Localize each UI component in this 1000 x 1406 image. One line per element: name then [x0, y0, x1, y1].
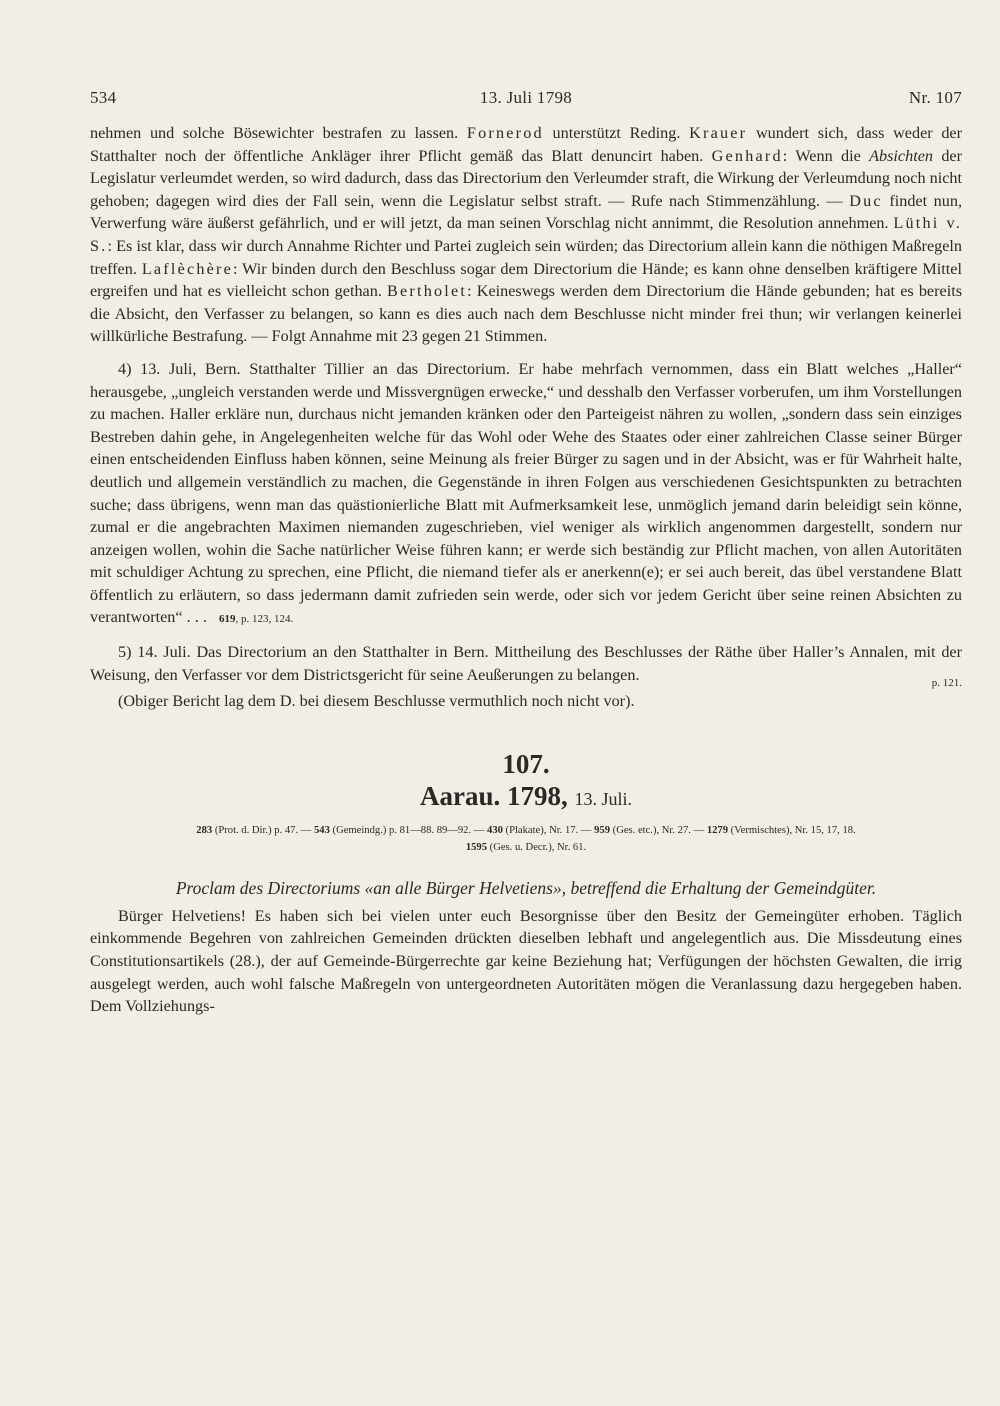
speaker-name: Fornerod — [466, 124, 544, 142]
source-number: 430 — [487, 824, 503, 836]
text-run: nehmen und solche Bösewichter bestrafen zu lassen. — [90, 124, 467, 142]
speaker-name: Genhard — [711, 146, 783, 165]
section-place-year: Aarau. 1798, — [419, 780, 568, 811]
section-heading — [90, 779, 962, 816]
source-line-1 — [90, 822, 962, 839]
emphasis-text: Absichten — [869, 146, 933, 165]
header-date: 13. Juli 1798 — [479, 88, 573, 107]
speaker-name: Laflèchère — [141, 259, 234, 278]
paragraph-note — [90, 690, 962, 713]
note-text: (Obiger Bericht lag dem D. bei diesem Beschlusse vermuthlich noch nicht vor). — [118, 692, 635, 711]
source-pages: , p. 123, 124. — [235, 613, 294, 626]
source-detail: (Prot. d. Dir.) p. 47. — — [212, 824, 314, 836]
source-number: 1595 — [465, 841, 488, 853]
document-page — [90, 88, 962, 1018]
source-number: 283 — [196, 824, 213, 836]
source-list — [90, 822, 962, 856]
text-run: unterstützt Reding. — [543, 124, 690, 142]
source-detail: (Vermischtes), Nr. 15, 17, 18. — [728, 824, 856, 836]
running-header — [90, 88, 962, 108]
paragraph-item-5 — [90, 641, 962, 689]
section-number: 107. — [502, 748, 550, 779]
source-number: 1279 — [706, 824, 728, 836]
text-run: wundert sich, dass weder der Statthalter noch der öffentliche Ankläger ihrer Pflicht gemäß das Blatt denuncirt haben. — [90, 124, 963, 165]
text-run: : Keineswegs werden dem Directorium die Hände gebunden; hat es bereits die Absicht, den Verfasser zu belangen, so kann es dies auch nach dem Beschlusse nicht minder frei thun; wir verlangen keinerlei willkürliche Bestrafung. — Folgt Annahme mit 23 gegen 21 Stimmen. — [90, 282, 962, 346]
text-run: : Wir binden durch den Beschluss sogar dem Directorium die Hände; es kann ohne denselben kräftigere Mittel ergreifen und hat es vielleicht schon gethan. — [90, 259, 962, 301]
text-run: der Legislatur verleumdet werden, so wird dadurch, dass das Directorium den Verleumder straft, die Wirkung der Verleumdung noch nicht gehoben; dagegen wird dies der Fall sein, wenn die Legislatur selbst straft. — Rufe nach Stimmenzählung. — — [90, 146, 962, 210]
paragraph-item-4 — [90, 358, 962, 631]
entry-number: Nr. 107 — [908, 88, 962, 107]
speaker-name: Lüthi v. S. — [90, 214, 962, 255]
speaker-name: Krauer — [689, 124, 748, 142]
item-4-text: 4) 13. Juli, Bern. Statthalter Tillier an das Directorium. Er habe mehrfach vernommen, dass ein Blatt welches „Haller“ herausgebe, „ungleich verstanden werde und Missvergnügen erwecke,“ und desshalb den Verfasser vorberufen, um ihm Vorstellungen zu machen. Haller erkläre nun, durchaus nicht jemanden kränken oder den Parteigeist nähren zu wollen, „sondern dass sein einziges Bestreben dahin gehe, in Angelegenheiten welche für das Wohl oder Wehe des Staates oder einer zahlreichen Classe seiner Bürger einen entscheidenden Einfluss haben können, seine Meinung als freier Bürger zu sagen und in der Absicht, was er für Wahrheit halte, deutlich und allgemein verständlich zu machen, die Gegenstände in ihren Folgen aus verschiedenen Gesichtspunkten zu betrachten suche; dass übrigens, wenn man das quästionierliche Blatt mit Aufmerksamkeit lese, unmöglich jemand darin beleidigt sein könne, zumal er die angebrachten Maximen niemanden zugeschrieben, viel weniger als wirklich angenommen dargestellt, sondern nur anzeigen wollen, wohin die Sache natürlicher Weise führen kann; er werde sich beständig zur Pflicht machen, von allen Autoritäten mit schuldiger Achtung zu sprechen, eine Pflicht, die niemand tiefer als er anerkenn(e); er sei auch bereit, das übel verstandene Blatt öffentlich zu erläutern, so dass jedermann damit zufrieden sein werde, oder sich vor jedem Gericht über seine reinen Absichten zu verantworten“ . . . — [90, 359, 962, 627]
section-date: 13. Juli. — [574, 788, 632, 809]
speaker-name: Duc — [849, 191, 883, 210]
proclamation-title: Proclam des Directoriums «an alle Bürger Helvetiens», betreffend die Erhaltung der Gemeindgüter. — [175, 877, 877, 898]
source-detail: (Ges. u. Decr.), Nr. 61. — [487, 841, 587, 853]
paragraph-debate — [90, 122, 962, 348]
speaker-name: Bertholet — [387, 282, 468, 301]
proclamation-text: Bürger Helvetiens! Es haben sich bei vielen unter euch Besorgnisse über den Besitz der Gemeingüter erhoben. Täglich einkommende Begehren von zahlreichen Gemeinden drückten dieselben lebhaft und angelegentlich aus. Die Missdeutung eines Constitutionsartikels (28.), der auf Gemeinde-Bürgerrechte gar keine Beziehung hat; Verfügungen der höchsten Gewalten, die irrig ausgelegt werden, auch wohl falsche Maßregeln von untergeordneten Autoritäten mögen die Veranlassung dazu hergegeben haben. Dem Vollziehungs- — [90, 906, 962, 1016]
source-line-2 — [90, 839, 962, 856]
source-number: 619 — [219, 613, 236, 626]
source-reference — [219, 613, 293, 625]
item-5-text: 5) 14. Juli. Das Directorium an den Statthalter in Bern. Mittheilung des Beschlusses der Räthe über Haller’s Annalen, mit der Weisung, den Verfasser vor dem Districtsgericht für seine Aeußerungen zu belangen. — [90, 643, 962, 684]
source-number: 543 — [314, 824, 330, 836]
source-reference: p. 121. — [931, 676, 962, 689]
text-run: : Wenn die — [782, 146, 870, 165]
page-number: 534 — [90, 88, 117, 107]
source-detail: (Ges. etc.), Nr. 27. — — [610, 824, 707, 836]
paragraph-proclamation — [90, 905, 962, 1018]
source-detail: (Gemeindg.) p. 81—88. 89—92. — — [329, 824, 488, 836]
source-number: 959 — [594, 824, 611, 836]
source-detail: (Plakate), Nr. 17. — — [502, 824, 595, 836]
text-run: : Es ist klar, dass wir durch Annahme Richter und Partei zugleich sein würden; das Directorium allein kann die nöthigen Maßregeln treffen. — [90, 236, 962, 278]
text-run: findet nun, Verwerfung wäre äußerst gefährlich, und er will jetzt, da man seinen Vorschlag nicht annimmt, die Resolution annehmen. — [90, 191, 962, 233]
